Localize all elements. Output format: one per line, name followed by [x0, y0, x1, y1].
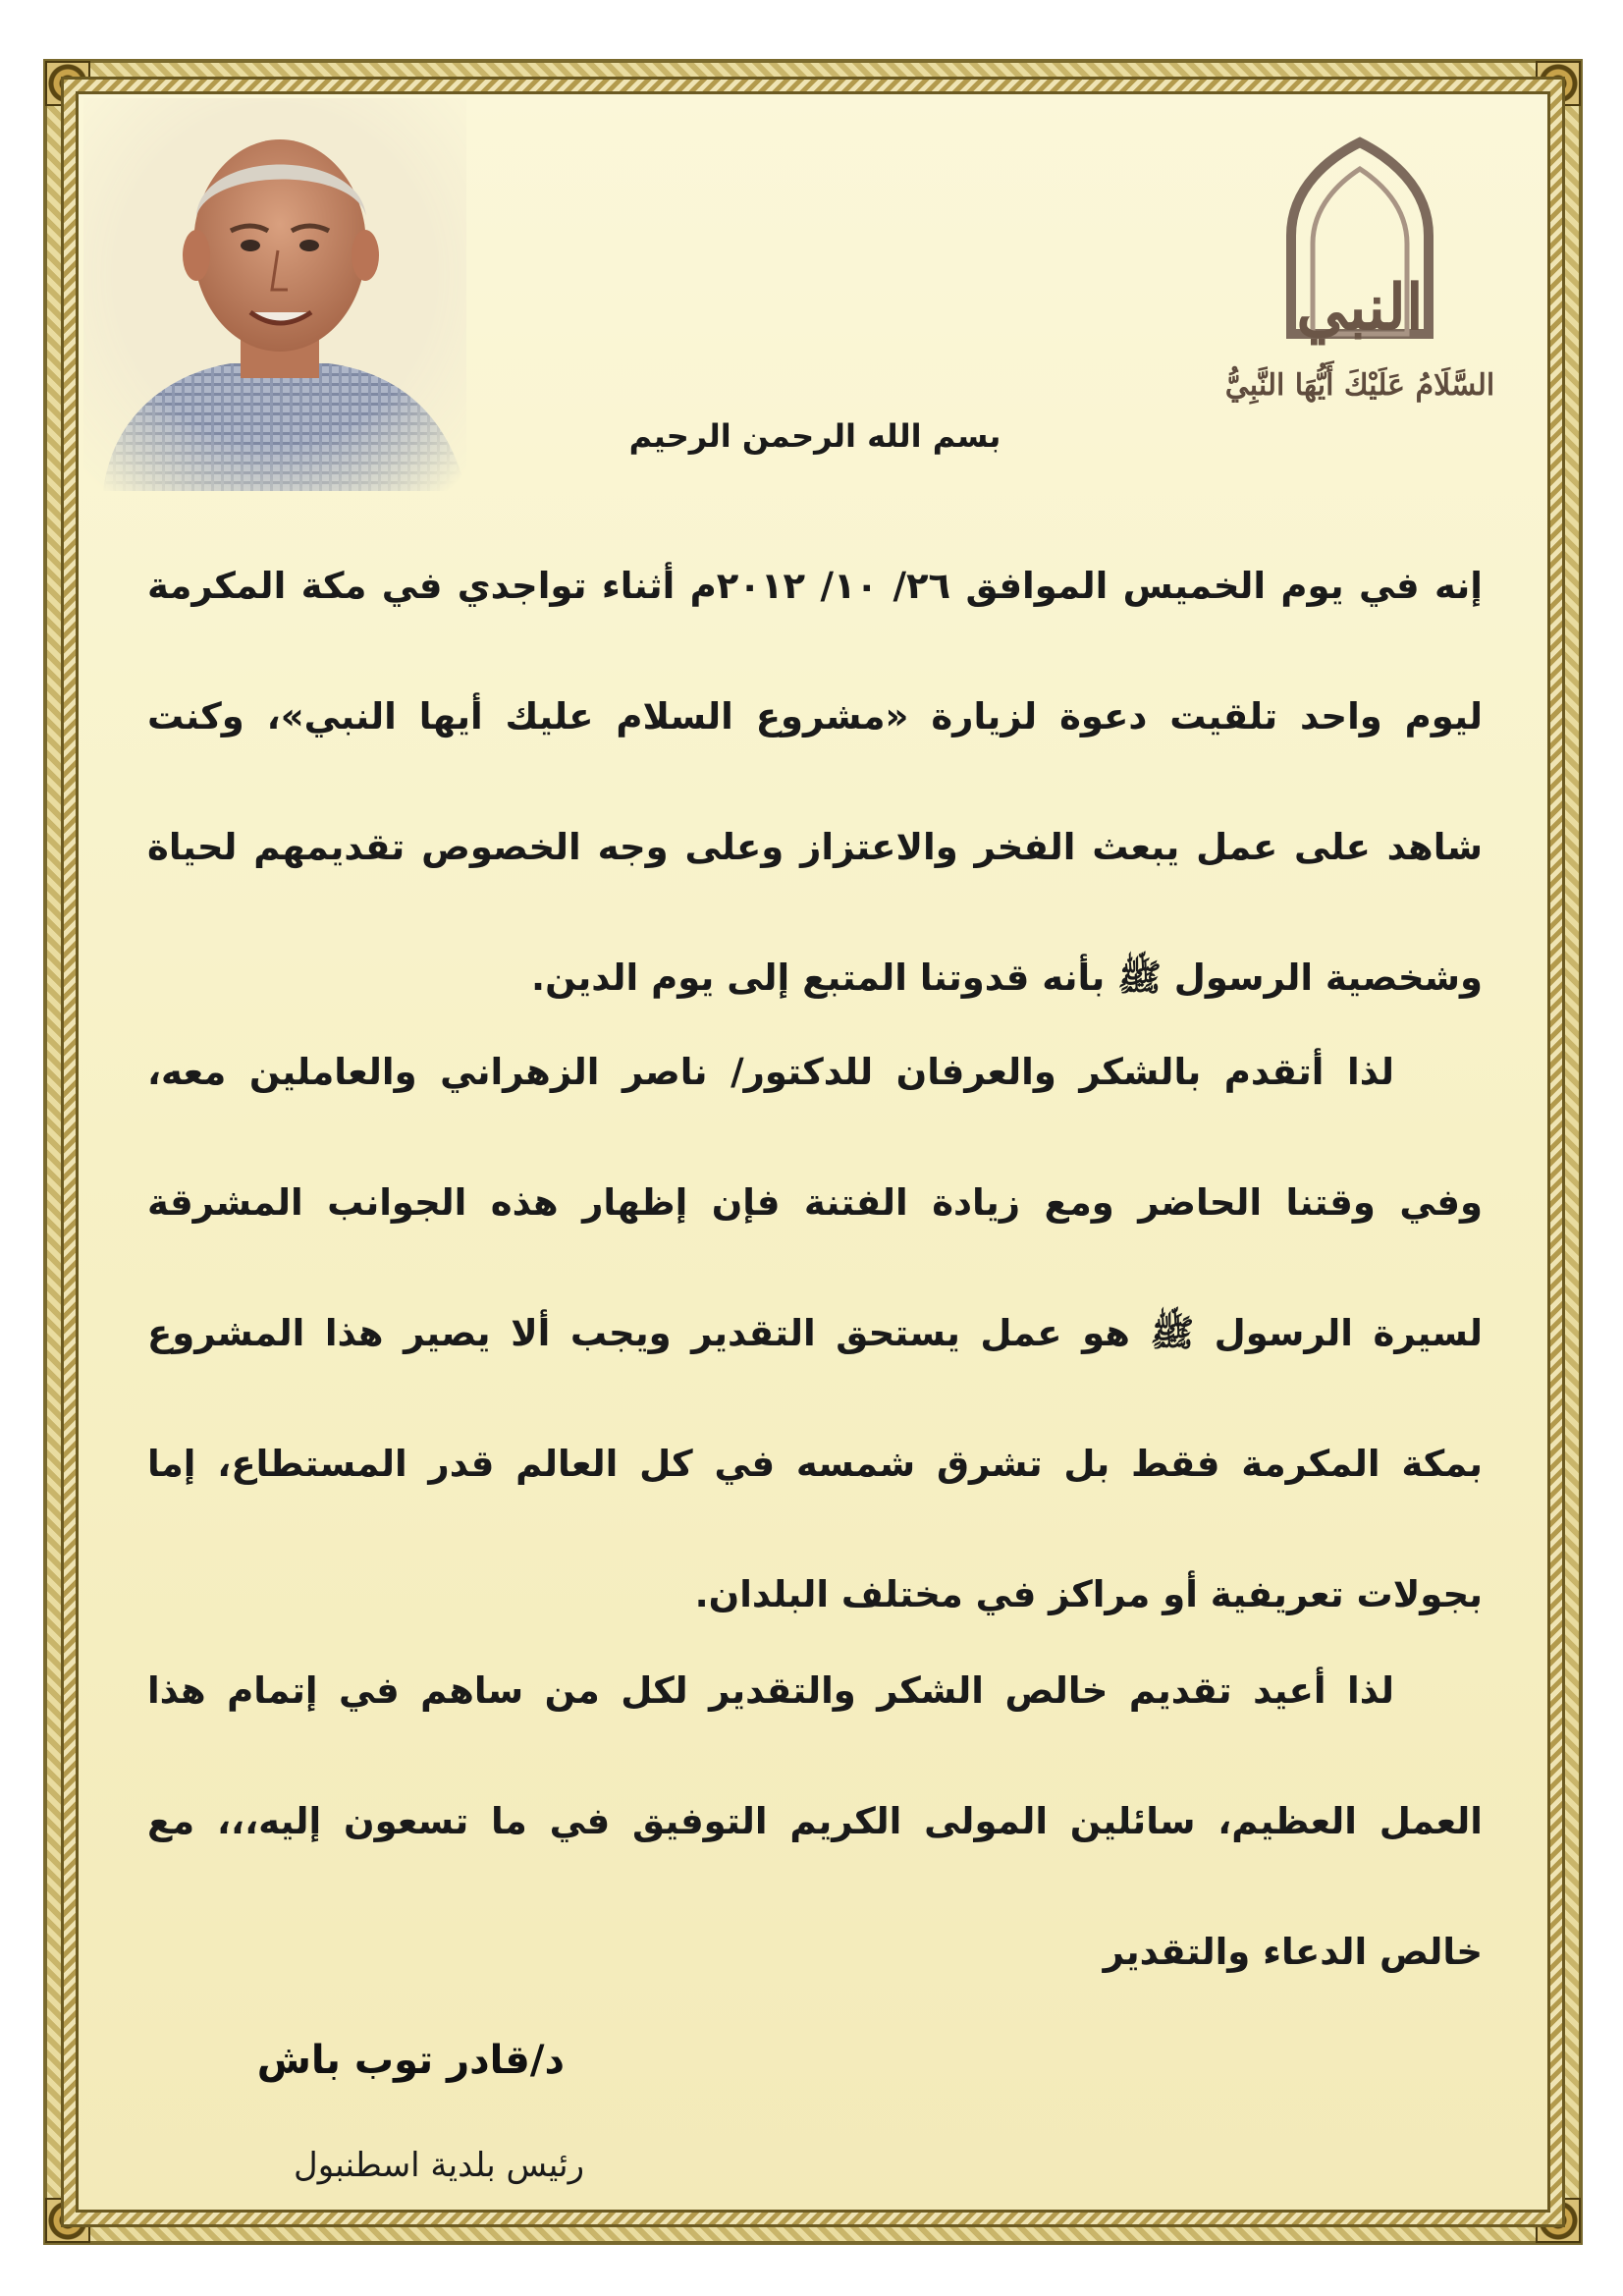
project-logo [1222, 128, 1497, 422]
signatory-title: رئيس بلدية اسطنبول [294, 2146, 584, 2185]
letter-paragraph-3: لذا أعيد تقديم خالص الشكر والتقدير لكل من ساهم في إتمام هذا العمل العظيم، سائلين المولى الكريم التوفيق في ما تسعون إليه،،، مع خالص الدعاء والتقدير [147, 1669, 1483, 1973]
logo-mark: النبي [1296, 271, 1424, 345]
logo-caption: السَّلَامُ عَلَيْكَ أَيُّهَا النَّبِيُّ [1224, 368, 1495, 403]
basmala-heading: بسم الله الرحمن الرحيم [628, 417, 1001, 455]
portrait-photo [83, 98, 466, 491]
letter-paragraph-2: لذا أتقدم بالشكر والعرفان للدكتور/ ناصر الزهراني والعاملين معه، وفي وقتنا الحاضر ومع زيادة الفتنة فإن إظهار هذه الجوانب المشرقة لسيرة الرسول ﷺ هو عمل يستحق التقدير ويجب ألا يصير هذا المشروع بمكة المكرمة فقط بل تشرق شمسه في كل العالم قدر المستطاع، إما بجولات تعريفية أو مراكز في مختلف البلدان. [147, 1051, 1483, 1615]
letter-paragraph-1: إنه في يوم الخميس الموافق ٢٦/ ١٠/ ٢٠١٢م أثناء تواجدي في مكة المكرمة ليوم واحد تلقيت دعوة لزيارة «مشروع السلام عليك أيها النبي»، وكنت شاهد على عمل يبعث الفخر والاعتزاز وعلى وجه الخصوص تقديمهم لحياة وشخصية الرسول ﷺ بأنه قدوتنا المتبع إلى يوم الدين. [147, 565, 1483, 999]
signatory-name: د/قادر توب باش [256, 2038, 565, 2083]
